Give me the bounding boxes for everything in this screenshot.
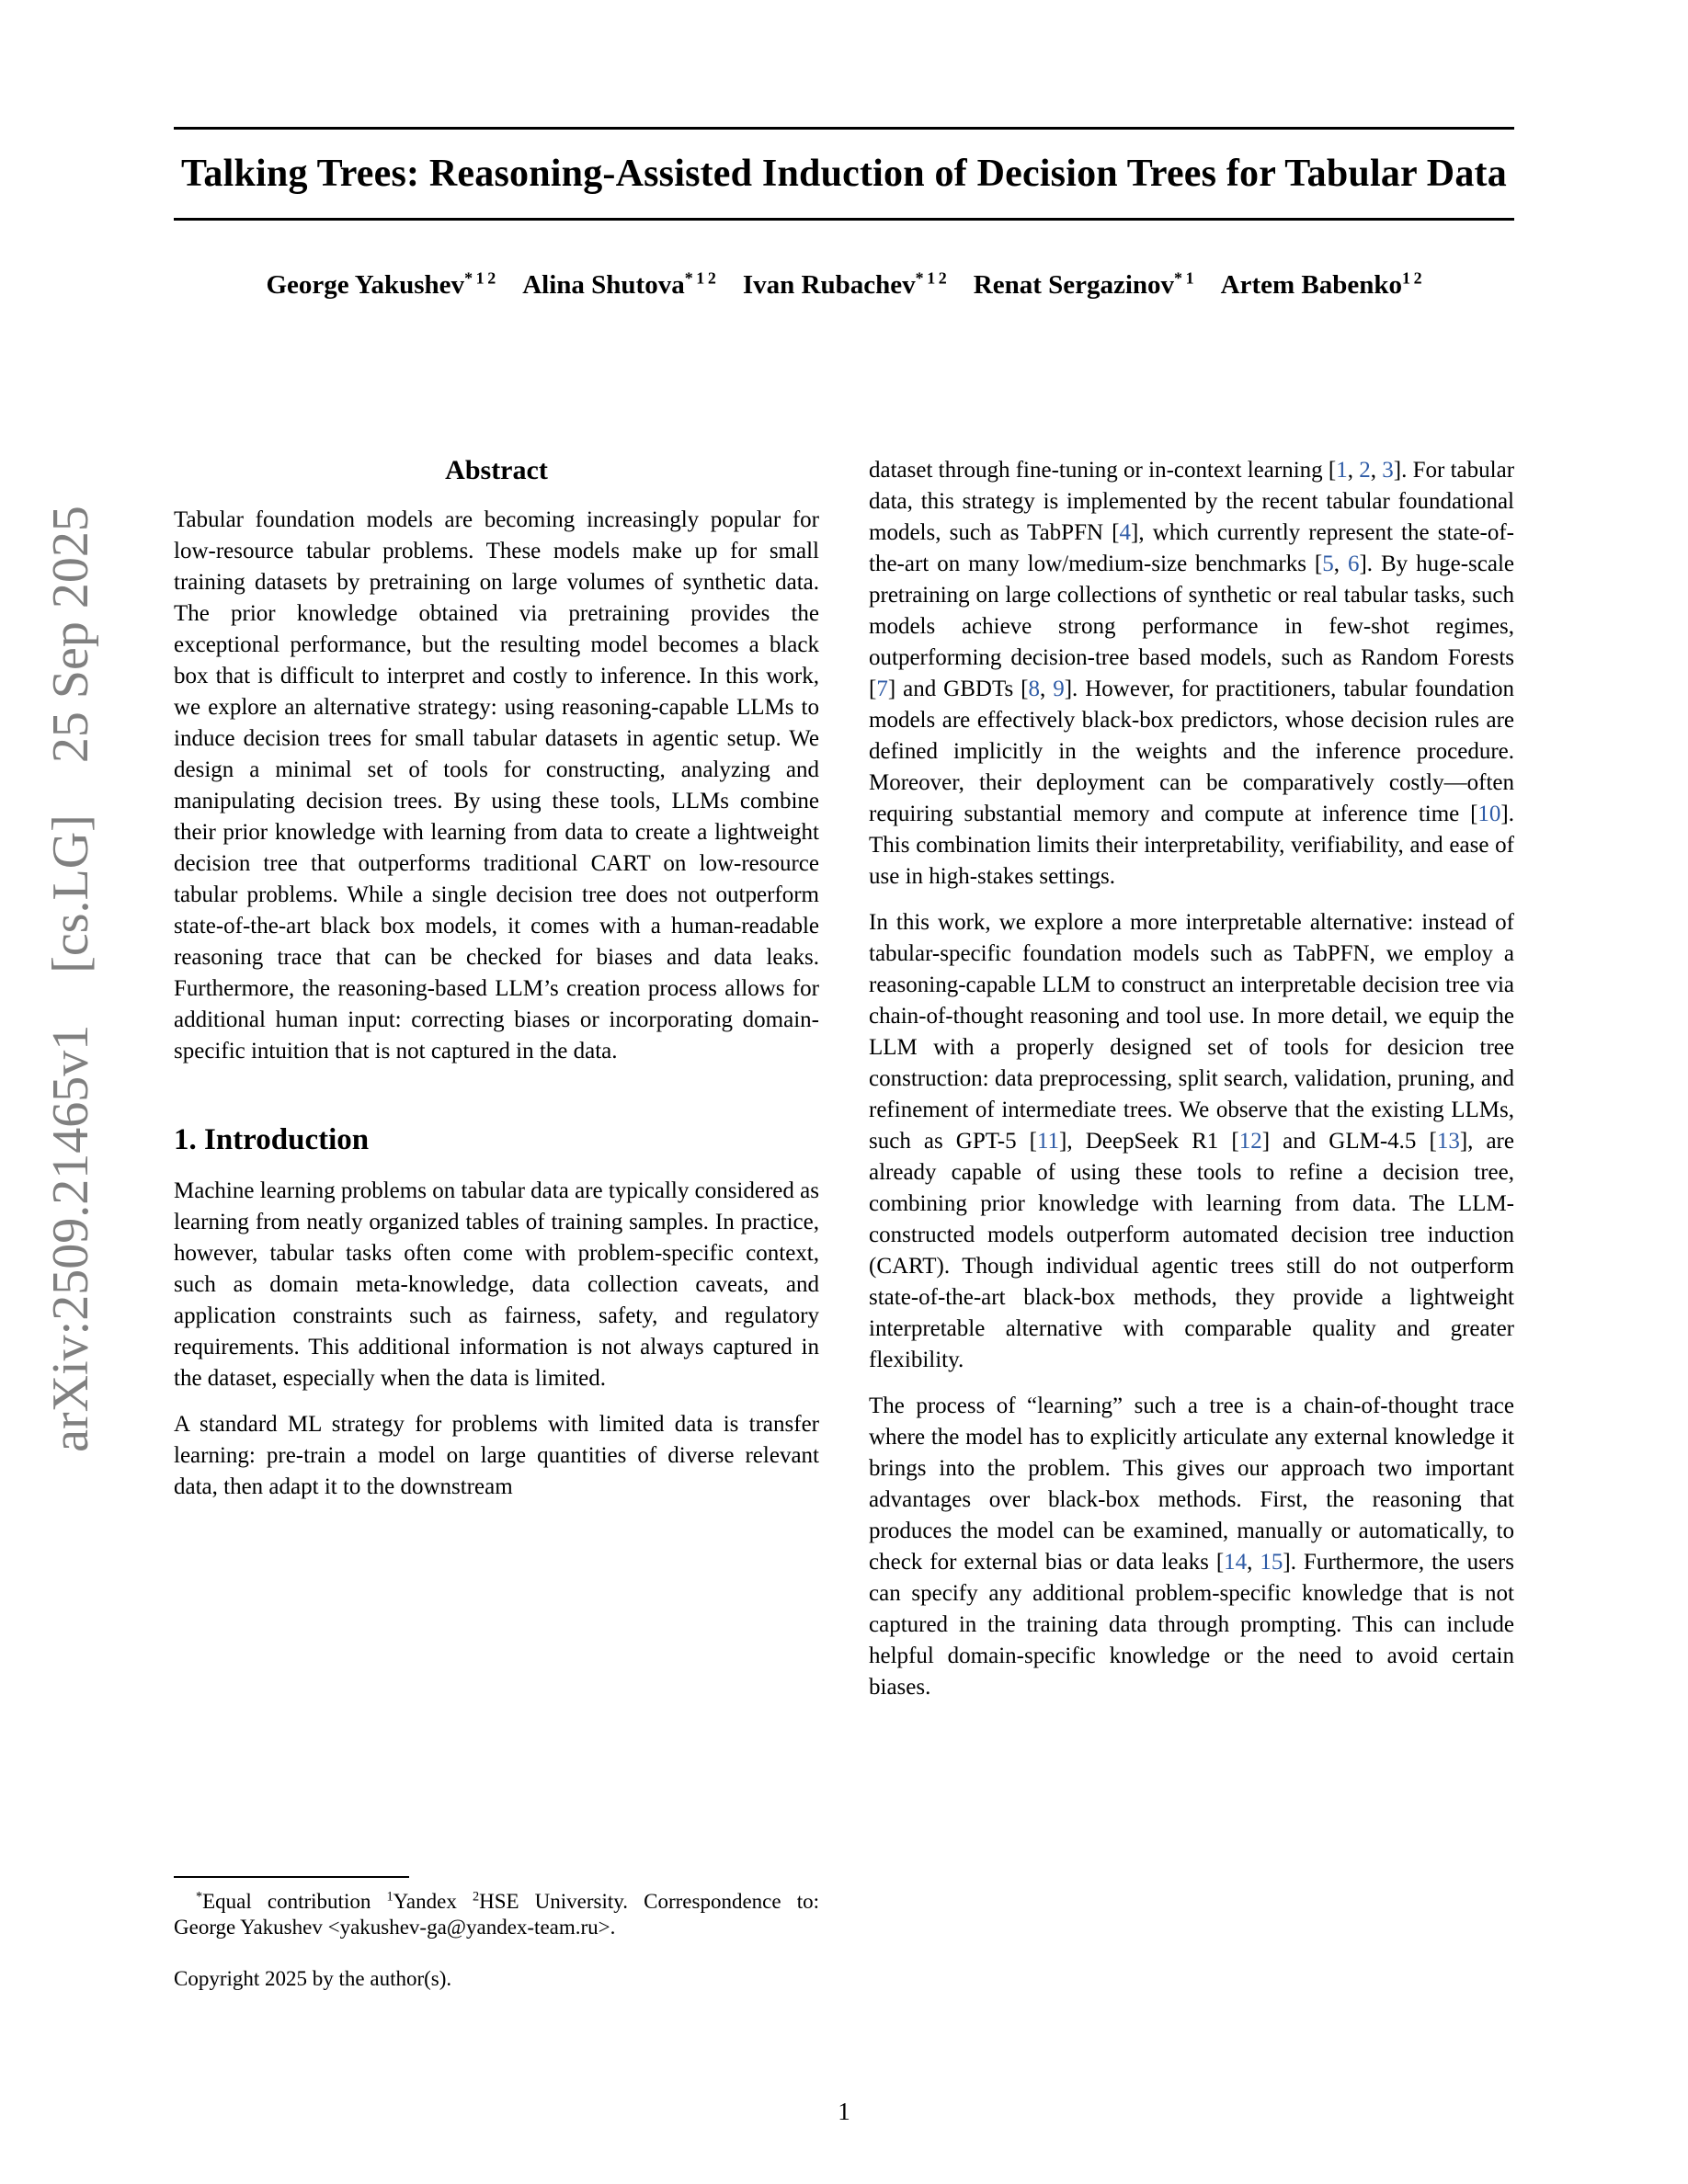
body-paragraph-2: In this work, we explore a more interpretable alternative: instead of tabular-specific foundation models such as TabPFN, we employ a reasoning-capable LLM to construct an interpretable decision tree via chain-of-thought reasoning and tool use. In more detail, we equip the LLM with a properly designed set of tools for desicion tree construction: data preprocessing, split search, validation, pruning, and refinement of intermediate trees. We observe that the existing LLMs, such as GPT-5 [11], DeepSeek R1 [12] and GLM-4.5 [13], are already capable of using these tools to refine a decision tree, combining prior knowledge with learning from data. The LLM-constructed models outperform automated decision tree induction (CART). Though individual agentic trees still do not outperform state-of-the-art black-box methods, they provide a lightweight interpretable alternative with comparable quality and greater flexibility. [869, 910, 1514, 1372]
body-paragraph-3: The process of “learning” such a tree is a chain-of-thought trace where the model has to explicitly articulate any external knowledge it brings into the problem. This gives our approach two important advantages over black-box methods. First, the reasoning that produces the model can be examined, manually or automatically, to check for external bias or data leaks [14, 15]. Furthermore, the users can specify any additional problem-specific knowledge that is not captured in the training data through prompting. This can include helpful domain-specific knowledge or the need to avoid certain biases. [869, 1393, 1514, 1700]
paper-title: Talking Trees: Reasoning-Assisted Induction of Decision Trees for Tabular Data [181, 153, 1507, 195]
superscript: * 1 [1174, 268, 1194, 288]
citation-link[interactable]: 7 [876, 677, 888, 701]
left-column [174, 455, 819, 1992]
author-list [174, 270, 1514, 301]
citation-link[interactable]: 12 [1238, 1129, 1262, 1154]
citation-link[interactable]: 5 [1322, 552, 1334, 576]
author-name: Artem Babenko [1220, 270, 1402, 300]
citation-link[interactable]: 14 [1224, 1550, 1248, 1575]
title-rule-top [174, 127, 1514, 130]
citation-link[interactable]: 11 [1036, 1129, 1060, 1154]
title-rule-bottom [174, 218, 1514, 221]
superscript: * 1 2 [464, 268, 496, 288]
footnote-text: *Equal contribution $^1$Yandex $^2$HSE University. Correspondence to: George Yakushev <yakushev-ga@yandex-team.ru>. [174, 1889, 819, 1939]
intro-paragraph-2: A standard ML strategy for problems with limited data is transfer learning: pre-train a model on large quantities of diverse relevant data, then adapt it to the downstream [174, 1412, 819, 1499]
superscript: 2 [472, 1889, 480, 1905]
two-column-body [174, 455, 1514, 1992]
author-name: Renat Sergazinov [973, 270, 1175, 300]
paper-content [174, 127, 1514, 1992]
superscript: * 1 2 [915, 268, 947, 288]
arxiv-watermark: arXiv:2509.21465v1 [cs.LG] 25 Sep 2025 [42, 506, 99, 1452]
copyright-notice: Copyright 2025 by the author(s). [174, 1967, 452, 1990]
citation-link[interactable]: 2 [1359, 458, 1371, 483]
citation-link[interactable]: 8 [1028, 677, 1040, 701]
body-paragraph-1: dataset through fine-tuning or in-context learning [1, 2, 3]. For tabular data, this strategy is implemented by the recent tabular foundational models, such as TabPFN [4], which currently represent the state-of-the-art on many low/medium-size benchmarks [5, 6]. By huge-scale pretraining on large collections of synthetic or real tabular tasks, such models achieve strong performance in few-shot regimes, outperforming decision-tree based models, such as Random Forests [7] and GBDTs [8, 9]. However, for practitioners, tabular foundation models are effectively black-box predictors, whose decision rules are defined implicitly in the weights and the inference procedure. Moreover, their deployment can be comparatively costly—often requiring substantial memory and compute at inference time [10]. This combination limits their interpretability, verifiability, and ease of use in high-stakes settings. [869, 458, 1515, 889]
superscript: 1 [386, 1889, 393, 1905]
citation-link[interactable]: 10 [1477, 802, 1501, 826]
footnote-rule [174, 1876, 409, 1878]
citation-link[interactable]: 6 [1347, 552, 1360, 576]
author-name: Alina Shutova [522, 270, 685, 300]
superscript: * 1 2 [684, 268, 716, 288]
citation-link[interactable]: 3 [1382, 458, 1394, 483]
page-number: 1 [838, 2098, 850, 2125]
citation-link[interactable]: 9 [1053, 677, 1065, 701]
footnote-block [174, 1876, 819, 1992]
citation-link[interactable]: 1 [1336, 458, 1348, 483]
citation-link[interactable]: 15 [1260, 1550, 1283, 1575]
section-heading-introduction: 1. Introduction [174, 1123, 370, 1156]
abstract-heading: Abstract [445, 455, 548, 485]
right-column [869, 455, 1514, 1718]
author-name: George Yakushev [266, 270, 465, 300]
author-name: Ivan Rubachev [742, 270, 916, 300]
citation-link[interactable]: 4 [1119, 520, 1131, 545]
intro-paragraph-1: Machine learning problems on tabular data are typically considered as learning from neatly organized tables of training samples. In practice, however, tabular tasks often come with problem-specific context, such as domain meta-knowledge, data collection caveats, and application constraints such as fairness, safety, and regulatory requirements. This additional information is not always captured in the dataset, especially when the data is limited. [174, 1178, 819, 1391]
superscript: 1 2 [1401, 268, 1422, 288]
citation-link[interactable]: 13 [1436, 1129, 1460, 1154]
superscript: * [196, 1889, 203, 1905]
abstract-text: Tabular foundation models are becoming increasingly popular for low-resource tabular problems. These models make up for small training datasets by pretraining on large volumes of synthetic data. The prior knowledge obtained via pretraining provides the exceptional performance, but the resulting model becomes a black box that is difficult to interpret and costly to inference. In this work, we explore an alternative strategy: using reasoning-capable LLMs to induce decision trees for small tabular datasets in agentic setup. We design a minimal set of tools for constructing, analyzing and manipulating decision trees. By using these tools, LLMs combine their prior knowledge with learning from data to create a lightweight decision tree that outperforms traditional CART on low-resource tabular problems. While a single decision tree does not outperform state-of-the-art black box models, it comes with a human-readable reasoning trace that can be checked for biases and data leaks. Furthermore, the reasoning-based LLM’s creation process allows for additional human input: correcting biases or incorporating domain-specific intuition that is not captured in the data. [174, 507, 819, 1064]
